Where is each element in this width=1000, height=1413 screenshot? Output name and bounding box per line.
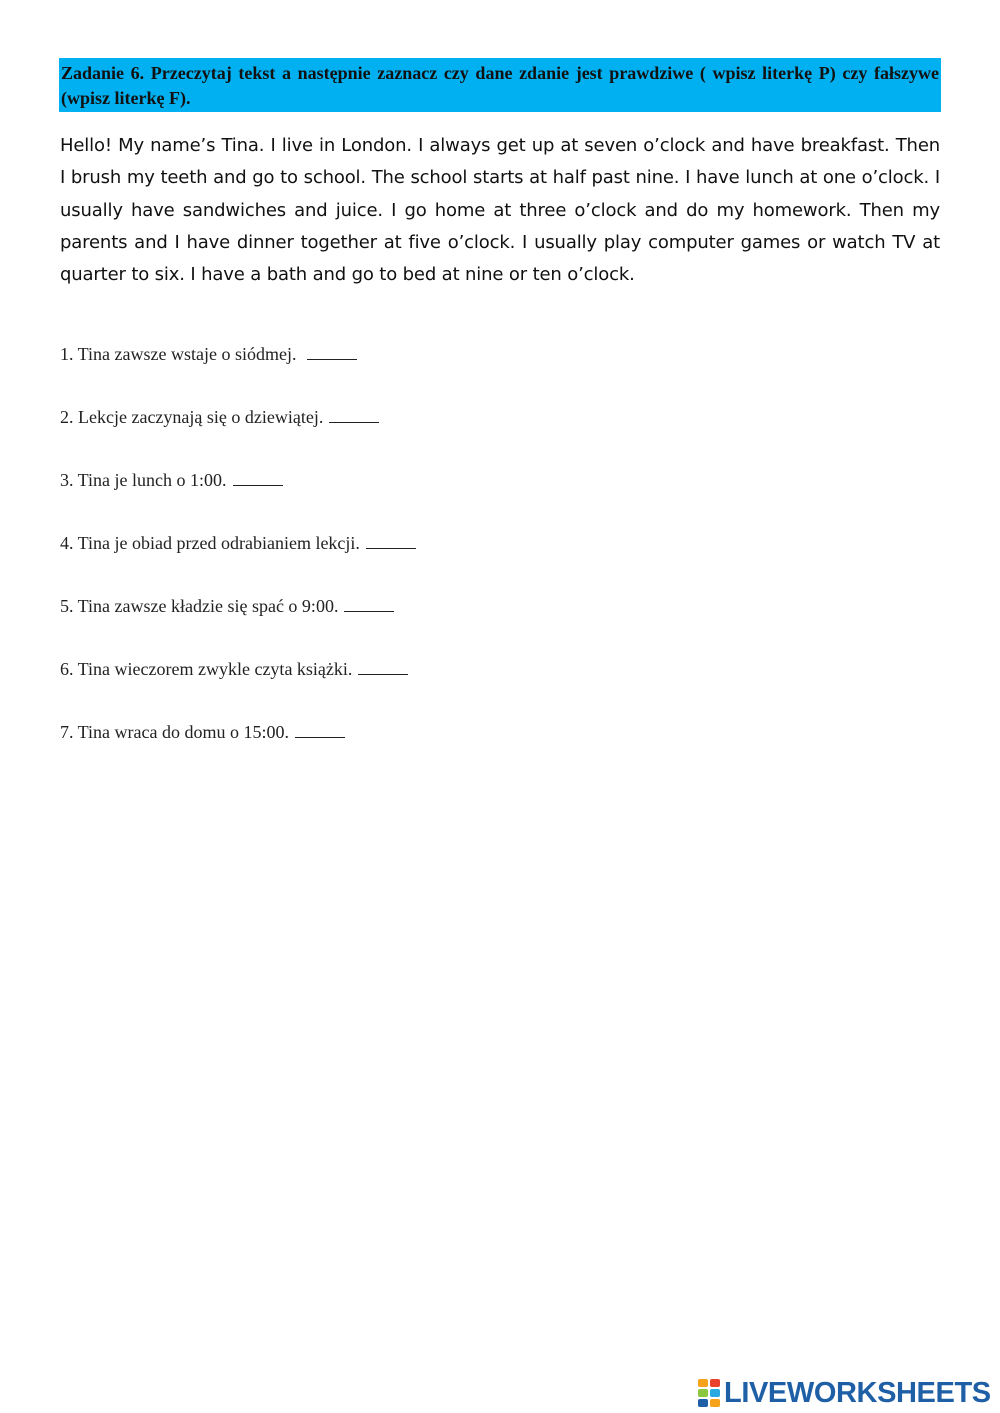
answer-blank[interactable] (295, 719, 345, 738)
question-text: 5. Tina zawsze kładzie się spać o 9:00. (60, 596, 339, 616)
answer-blank[interactable] (344, 593, 394, 612)
question-text: 2. Lekcje zaczynają się o dziewiątej. (60, 407, 324, 427)
question-list (60, 341, 940, 782)
question-text: 7. Tina wraca do domu o 15:00. (60, 722, 289, 742)
answer-blank[interactable] (307, 341, 357, 360)
task-instruction-text: Zadanie 6. Przeczytaj tekst a następnie zaznacz czy dane zdanie jest prawdziwe ( wpisz literkę P) czy fałszywe (wpisz literkę F). (61, 63, 939, 108)
question-item-4 (60, 530, 940, 593)
question-text: 1. Tina zawsze wstaje o siódmej. (60, 344, 301, 364)
question-item-7 (60, 719, 940, 782)
liveworksheets-logo-icon (697, 1378, 721, 1408)
question-text: 4. Tina je obiad przed odrabianiem lekcji. (60, 533, 360, 553)
question-item-6 (60, 656, 940, 719)
task-instruction-header (59, 58, 941, 112)
answer-blank[interactable] (233, 467, 283, 486)
answer-blank[interactable] (366, 530, 416, 549)
question-item-2 (60, 404, 940, 467)
liveworksheets-logo[interactable] (697, 1376, 991, 1410)
question-text: 3. Tina je lunch o 1:00. (60, 470, 227, 490)
reading-passage: Hello! My name’s Tina. I live in London. I always get up at seven o’clock and have breakfast. Then I brush my teeth and go to school. The school starts at half past nine. I have lunch at one o’clock. I usually have sandwiches and juice. I go home at three o’clock and do my homework. Then my parents and I have dinner together at five o’clock. I usually play computer games or watch TV at quarter to six. I have a bath and go to bed at nine or ten o’clock. (60, 135, 940, 286)
liveworksheets-logo-text: LIVEWORKSHEETS (724, 1377, 991, 1409)
question-item-5 (60, 593, 940, 656)
answer-blank[interactable] (358, 656, 408, 675)
question-item-3 (60, 467, 940, 530)
question-text: 6. Tina wieczorem zwykle czyta książki. (60, 659, 353, 679)
answer-blank[interactable] (329, 404, 379, 423)
question-item-1 (60, 341, 940, 404)
